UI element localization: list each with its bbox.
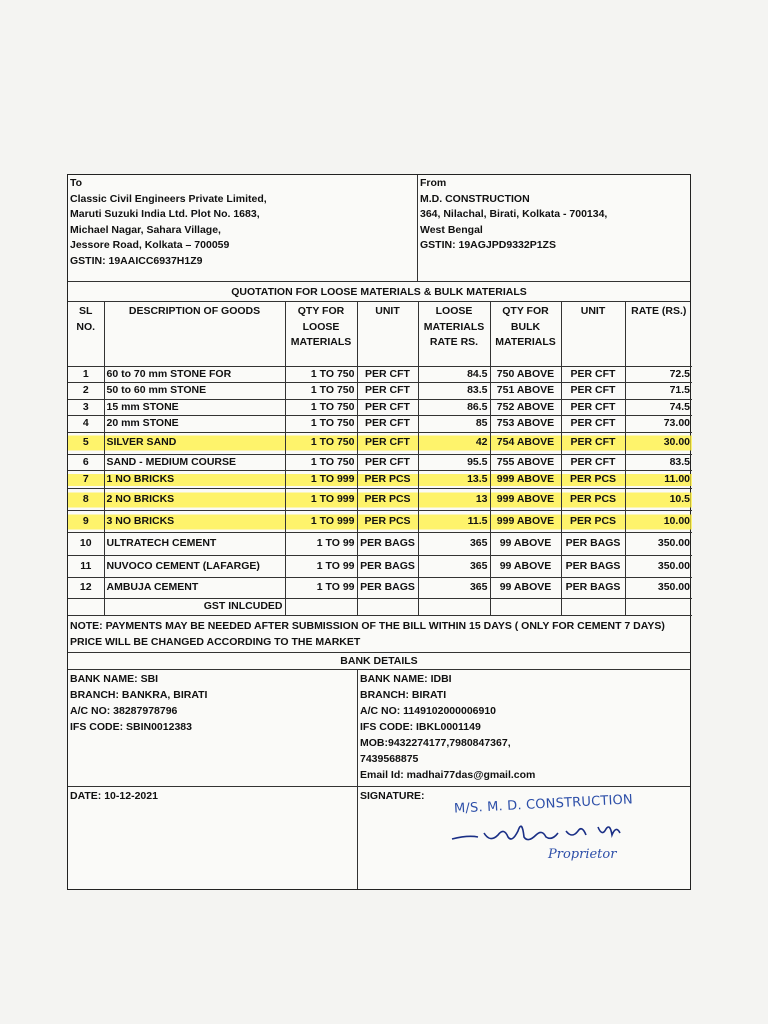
cell-sl: 11: [68, 556, 104, 578]
cell-desc: AMBUJA CEMENT: [104, 578, 285, 599]
from-label: From: [420, 177, 447, 189]
cell-desc: NUVOCO CEMENT (LAFARGE): [104, 556, 285, 578]
cell-qty-bulk: 754 ABOVE: [490, 432, 561, 454]
cell-sl: 10: [68, 533, 104, 556]
to-address-block: [68, 175, 418, 281]
table-row: [68, 471, 692, 489]
cell-sl: 3: [68, 399, 104, 416]
cell-unit2: PER BAGS: [561, 578, 625, 599]
from-line: 364, Nilachal, Birati, Kolkata - 700134,: [420, 208, 608, 221]
cell-rate: 11.00: [625, 471, 692, 489]
cell-qty-loose: 1 TO 99: [285, 533, 357, 556]
table-header-row: [68, 302, 692, 366]
cell-qty-loose: 1 TO 750: [285, 366, 357, 383]
cell-qty-bulk: 750 ABOVE: [490, 366, 561, 383]
cell-unit1: PER BAGS: [357, 533, 418, 556]
cell-rate-loose: 83.5: [418, 383, 490, 400]
address-row: [68, 175, 690, 282]
table-row: [68, 416, 692, 433]
cell-rate: 350.00: [625, 556, 692, 578]
cell-unit1: PER PCS: [357, 489, 418, 511]
bank-right-line: IFS CODE: IBKL0001149: [360, 721, 481, 733]
cell-qty-bulk: 99 ABOVE: [490, 578, 561, 599]
cell-qty-loose: 1 TO 999: [285, 471, 357, 489]
cell-sl: 7: [68, 471, 104, 489]
gst-empty-cell: [357, 599, 418, 616]
table-row: [68, 383, 692, 400]
gst-row: [68, 599, 692, 616]
gst-empty-cell: [68, 599, 104, 616]
cell-sl: 9: [68, 511, 104, 533]
cell-rate-loose: 365: [418, 533, 490, 556]
to-label: To: [70, 177, 83, 189]
cell-rate-loose: 365: [418, 556, 490, 578]
table-row: [68, 511, 692, 533]
cell-qty-bulk: 755 ABOVE: [490, 454, 561, 471]
bank-left-line: BRANCH: BANKRA, BIRATI: [70, 689, 208, 701]
cell-rate-loose: 95.5: [418, 454, 490, 471]
cell-qty-bulk: 999 ABOVE: [490, 489, 561, 511]
items-body: [68, 366, 692, 599]
cell-rate-loose: 13: [418, 489, 490, 511]
footer-row: [68, 787, 690, 889]
quotation-title-row: [68, 282, 690, 302]
cell-rate: 30.00: [625, 432, 692, 454]
header-unit-bulk: UNIT: [561, 302, 625, 366]
cell-unit2: PER CFT: [561, 383, 625, 400]
cell-rate-loose: 85: [418, 416, 490, 433]
cell-unit2: PER PCS: [561, 471, 625, 489]
header-description: DESCRIPTION OF GOODS: [104, 302, 285, 366]
cell-qty-loose: 1 TO 750: [285, 432, 357, 454]
gst-empty-cell: [490, 599, 561, 616]
gst-empty-cell: [625, 599, 692, 616]
cell-rate-loose: 84.5: [418, 366, 490, 383]
cell-qty-loose: 1 TO 750: [285, 383, 357, 400]
to-line: Classic Civil Engineers Private Limited,: [70, 192, 267, 205]
cell-rate: 83.5: [625, 454, 692, 471]
items-table: [68, 302, 692, 616]
table-row: [68, 454, 692, 471]
cell-qty-loose: 1 TO 750: [285, 416, 357, 433]
bank-right-line: BANK NAME: IDBI: [360, 673, 452, 685]
from-address-block: [418, 175, 690, 281]
cell-rate: 350.00: [625, 578, 692, 599]
cell-qty-bulk: 999 ABOVE: [490, 471, 561, 489]
bank-right-block: [358, 670, 690, 786]
cell-sl: 2: [68, 383, 104, 400]
cell-rate-loose: 86.5: [418, 399, 490, 416]
header-qty-bulk: QTY FOR BULK MATERIALS: [490, 302, 561, 366]
table-row: [68, 399, 692, 416]
cell-unit2: PER CFT: [561, 432, 625, 454]
signature-label: SIGNATURE:: [360, 790, 425, 802]
proprietor-stamp-text: Proprietor: [548, 847, 617, 862]
cell-qty-bulk: 99 ABOVE: [490, 533, 561, 556]
cell-rate: 74.5: [625, 399, 692, 416]
bank-right-line: MOB:9432274177,7980847367,: [360, 737, 511, 749]
company-stamp-text: M/S. M. D. CONSTRUCTION: [453, 792, 634, 817]
bank-right-line: Email Id: madhai77das@gmail.com: [360, 769, 536, 781]
to-line: Maruti Suzuki India Ltd. Plot No. 1683,: [70, 208, 260, 221]
quotation-document: [67, 174, 691, 890]
bank-left-block: [68, 670, 358, 786]
cell-rate-loose: 42: [418, 432, 490, 454]
table-row: [68, 556, 692, 578]
cell-desc: 2 NO BRICKS: [104, 489, 285, 511]
cell-qty-loose: 1 TO 750: [285, 399, 357, 416]
cell-unit2: PER CFT: [561, 366, 625, 383]
date-block: [68, 787, 358, 889]
cell-qty-loose: 1 TO 99: [285, 578, 357, 599]
cell-rate: 10.5: [625, 489, 692, 511]
cell-qty-loose: 1 TO 999: [285, 511, 357, 533]
cell-unit1: PER PCS: [357, 511, 418, 533]
cell-sl: 4: [68, 416, 104, 433]
table-row: [68, 366, 692, 383]
header-rate: RATE (RS.): [625, 302, 692, 366]
cell-unit2: PER BAGS: [561, 556, 625, 578]
header-sl: SL NO.: [68, 302, 104, 366]
cell-desc: 20 mm STONE: [104, 416, 285, 433]
cell-desc: 50 to 60 mm STONE: [104, 383, 285, 400]
cell-unit1: PER CFT: [357, 416, 418, 433]
cell-rate: 72.5: [625, 366, 692, 383]
cell-unit1: PER BAGS: [357, 556, 418, 578]
cell-unit1: PER CFT: [357, 383, 418, 400]
bank-details-row: [68, 670, 690, 787]
cell-desc: SILVER SAND: [104, 432, 285, 454]
cell-desc: ULTRATECH CEMENT: [104, 533, 285, 556]
cell-unit1: PER CFT: [357, 399, 418, 416]
to-line: GSTIN: 19AAICC6937H1Z9: [70, 254, 203, 267]
cell-qty-bulk: 999 ABOVE: [490, 511, 561, 533]
cell-rate-loose: 11.5: [418, 511, 490, 533]
to-line: Jessore Road, Kolkata – 700059: [70, 239, 230, 252]
cell-unit1: PER CFT: [357, 454, 418, 471]
cell-rate: 71.5: [625, 383, 692, 400]
to-line: Michael Nagar, Sahara Village,: [70, 223, 221, 236]
cell-sl: 5: [68, 432, 104, 454]
cell-unit2: PER PCS: [561, 511, 625, 533]
gst-empty-cell: [561, 599, 625, 616]
cell-qty-bulk: 751 ABOVE: [490, 383, 561, 400]
quotation-title: QUOTATION FOR LOOSE MATERIALS & BULK MATERIALS: [231, 286, 527, 298]
bank-left-line: BANK NAME: SBI: [70, 673, 159, 685]
cell-unit1: PER PCS: [357, 471, 418, 489]
cell-qty-bulk: 752 ABOVE: [490, 399, 561, 416]
bank-left-line: A/C NO: 38287978796: [70, 705, 178, 717]
header-unit-loose: UNIT: [357, 302, 418, 366]
cell-unit2: PER CFT: [561, 454, 625, 471]
cell-desc: 1 NO BRICKS: [104, 471, 285, 489]
cell-qty-bulk: 753 ABOVE: [490, 416, 561, 433]
table-row: [68, 489, 692, 511]
cell-rate: 350.00: [625, 533, 692, 556]
table-row: [68, 533, 692, 556]
cell-qty-loose: 1 TO 99: [285, 556, 357, 578]
cell-qty-bulk: 99 ABOVE: [490, 556, 561, 578]
bank-right-line: BRANCH: BIRATI: [360, 689, 447, 701]
cell-unit1: PER CFT: [357, 432, 418, 454]
cell-unit2: PER CFT: [561, 399, 625, 416]
cell-rate-loose: 365: [418, 578, 490, 599]
cell-sl: 8: [68, 489, 104, 511]
cell-desc: 15 mm STONE: [104, 399, 285, 416]
gst-included-label: GST INLCUDED: [104, 599, 285, 616]
cell-sl: 12: [68, 578, 104, 599]
date-text: DATE: 10-12-2021: [70, 790, 158, 802]
cell-unit2: PER CFT: [561, 416, 625, 433]
cell-rate: 10.00: [625, 511, 692, 533]
bank-details-title: BANK DETAILS: [68, 653, 690, 670]
from-line: West Bengal: [420, 223, 483, 236]
cell-rate-loose: 13.5: [418, 471, 490, 489]
cell-sl: 6: [68, 454, 104, 471]
header-rate-loose: LOOSE MATERIALS RATE RS.: [418, 302, 490, 366]
bank-right-line: A/C NO: 1149102000006910: [360, 705, 497, 717]
cell-unit2: PER PCS: [561, 489, 625, 511]
from-line: M.D. CONSTRUCTION: [420, 192, 530, 205]
table-row: [68, 578, 692, 599]
cell-desc: 60 to 70 mm STONE FOR: [104, 366, 285, 383]
bank-left-line: IFS CODE: SBIN0012383: [70, 721, 192, 733]
cell-qty-loose: 1 TO 999: [285, 489, 357, 511]
gst-empty-cell: [285, 599, 357, 616]
cell-unit2: PER BAGS: [561, 533, 625, 556]
cell-desc: 3 NO BRICKS: [104, 511, 285, 533]
payment-note: NOTE: PAYMENTS MAY BE NEEDED AFTER SUBMISSION OF THE BILL WITHIN 15 DAYS ( ONLY FOR CEMENT 7 DAYS) PRICE WILL BE CHANGED ACCORDING TO THE MARKET: [68, 616, 690, 653]
cell-rate: 73.00: [625, 416, 692, 433]
cell-qty-loose: 1 TO 750: [285, 454, 357, 471]
signature-block: [358, 787, 690, 889]
table-row: [68, 432, 692, 454]
cell-unit1: PER CFT: [357, 366, 418, 383]
cell-unit1: PER BAGS: [357, 578, 418, 599]
from-line: GSTIN: 19AGJPD9332P1ZS: [420, 239, 556, 252]
bank-right-line: 7439568875: [360, 753, 419, 765]
cell-sl: 1: [68, 366, 104, 383]
gst-empty-cell: [418, 599, 490, 616]
header-qty-loose: QTY FOR LOOSE MATERIALS: [285, 302, 357, 366]
cell-desc: SAND - MEDIUM COURSE: [104, 454, 285, 471]
